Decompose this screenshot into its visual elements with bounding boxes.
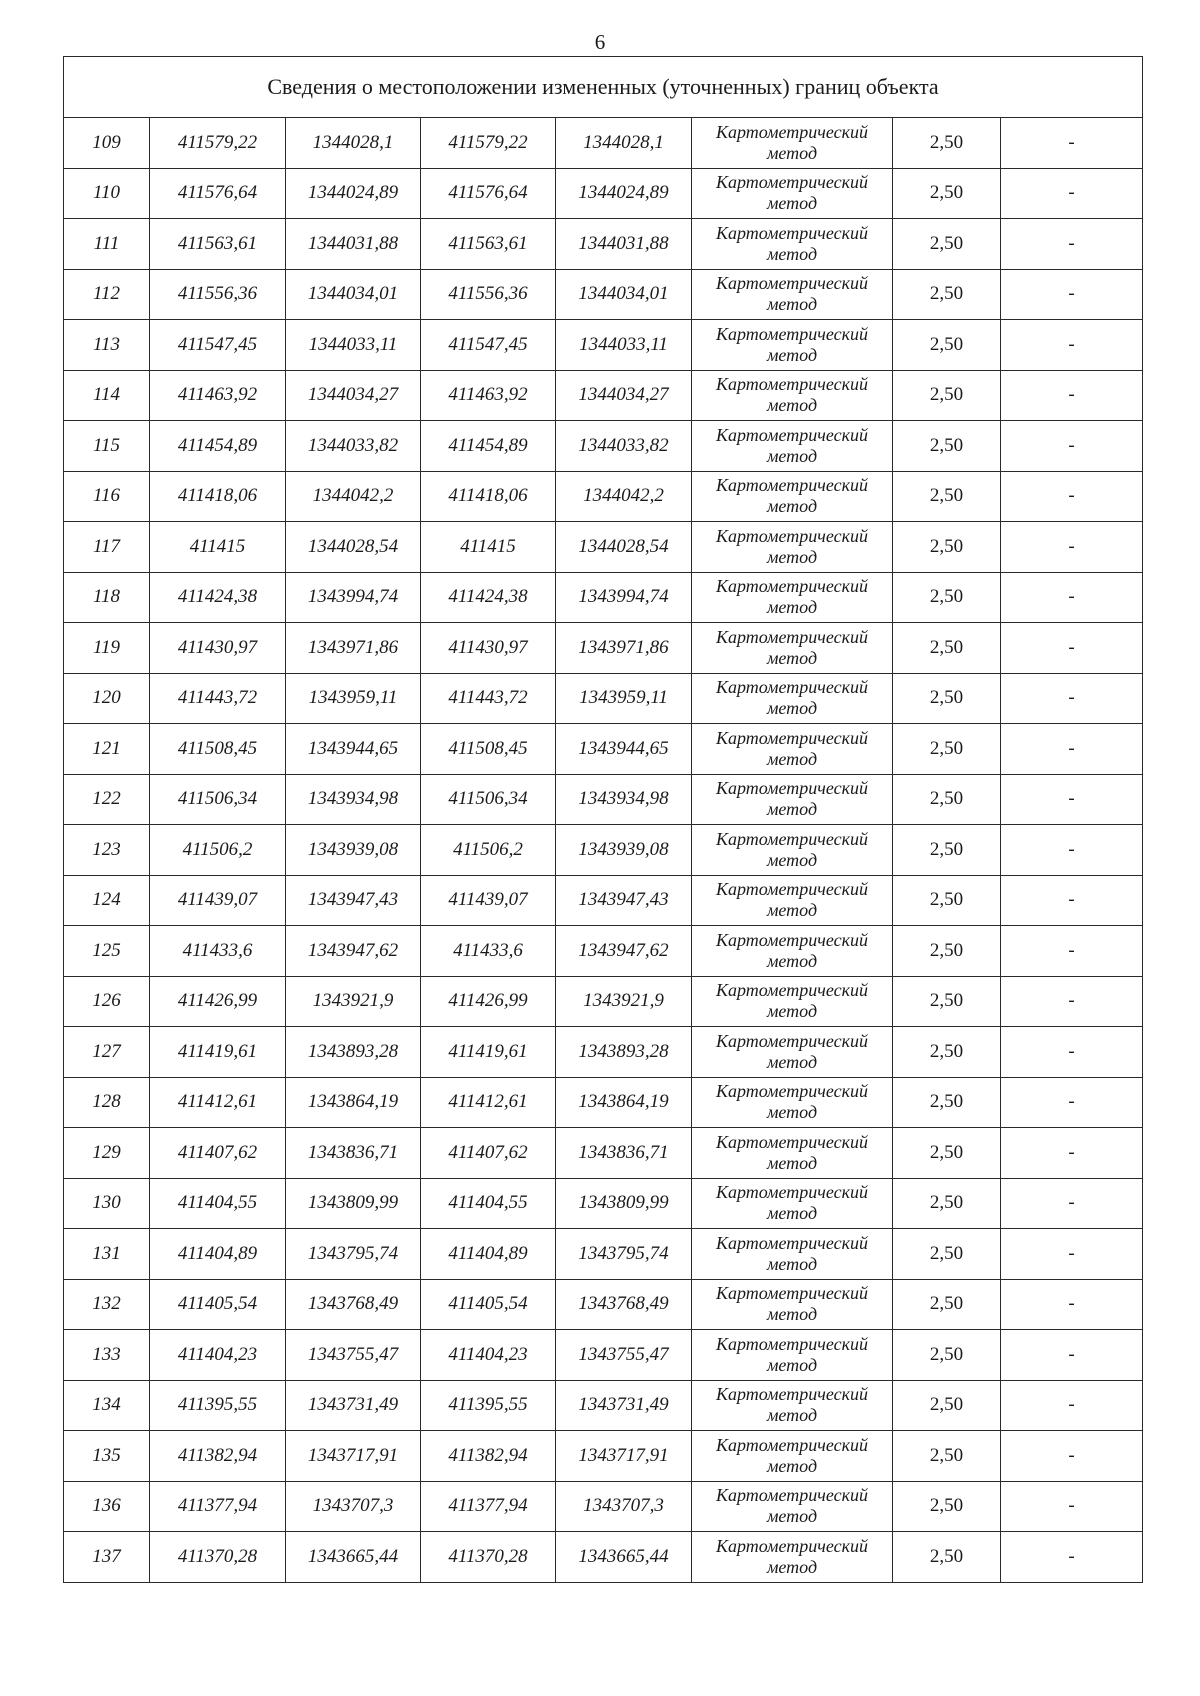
updated-x-cell: 411463,92 [421, 370, 556, 421]
method-cell: Картометрический метод [692, 522, 893, 573]
existing-x-cell: 411547,45 [150, 320, 286, 371]
table-title-row [64, 57, 1143, 118]
accuracy-cell: 2,50 [893, 673, 1001, 724]
note-cell: - [1001, 1431, 1143, 1482]
updated-y-cell: 1343994,74 [556, 572, 692, 623]
existing-x-cell: 411415 [150, 522, 286, 573]
method-cell: Картометрический метод [692, 320, 893, 371]
existing-y-cell: 1344042,2 [286, 471, 421, 522]
accuracy-cell: 2,50 [893, 320, 1001, 371]
table-row [64, 370, 1143, 421]
table-row [64, 926, 1143, 977]
updated-x-cell: 411419,61 [421, 1027, 556, 1078]
note-cell: - [1001, 1380, 1143, 1431]
method-cell: Картометрический метод [692, 168, 893, 219]
note-cell: - [1001, 774, 1143, 825]
note-cell: - [1001, 825, 1143, 876]
method-cell: Картометрический метод [692, 673, 893, 724]
updated-x-cell: 411412,61 [421, 1077, 556, 1128]
updated-y-cell: 1343947,43 [556, 875, 692, 926]
updated-x-cell: 411370,28 [421, 1532, 556, 1583]
accuracy-cell: 2,50 [893, 471, 1001, 522]
table-row [64, 421, 1143, 472]
existing-x-cell: 411405,54 [150, 1279, 286, 1330]
point-number-cell: 111 [64, 219, 150, 270]
table-row [64, 976, 1143, 1027]
note-cell: - [1001, 471, 1143, 522]
note-cell: - [1001, 320, 1143, 371]
existing-x-cell: 411439,07 [150, 875, 286, 926]
updated-y-cell: 1343717,91 [556, 1431, 692, 1482]
note-cell: - [1001, 1229, 1143, 1280]
updated-x-cell: 411579,22 [421, 118, 556, 169]
updated-x-cell: 411407,62 [421, 1128, 556, 1179]
updated-x-cell: 411576,64 [421, 168, 556, 219]
accuracy-cell: 2,50 [893, 623, 1001, 674]
table-row [64, 118, 1143, 169]
method-cell: Картометрический метод [692, 1380, 893, 1431]
method-cell: Картометрический метод [692, 1077, 893, 1128]
existing-y-cell: 1343795,74 [286, 1229, 421, 1280]
accuracy-cell: 2,50 [893, 1431, 1001, 1482]
updated-x-cell: 411506,34 [421, 774, 556, 825]
existing-y-cell: 1343836,71 [286, 1128, 421, 1179]
note-cell: - [1001, 522, 1143, 573]
point-number-cell: 122 [64, 774, 150, 825]
updated-x-cell: 411404,89 [421, 1229, 556, 1280]
point-number-cell: 110 [64, 168, 150, 219]
existing-y-cell: 1343971,86 [286, 623, 421, 674]
method-cell: Картометрический метод [692, 1027, 893, 1078]
updated-y-cell: 1343959,11 [556, 673, 692, 724]
point-number-cell: 128 [64, 1077, 150, 1128]
method-cell: Картометрический метод [692, 219, 893, 270]
existing-x-cell: 411419,61 [150, 1027, 286, 1078]
method-cell: Картометрический метод [692, 1279, 893, 1330]
existing-x-cell: 411508,45 [150, 724, 286, 775]
note-cell: - [1001, 1481, 1143, 1532]
point-number-cell: 126 [64, 976, 150, 1027]
accuracy-cell: 2,50 [893, 1178, 1001, 1229]
updated-x-cell: 411508,45 [421, 724, 556, 775]
updated-y-cell: 1344028,1 [556, 118, 692, 169]
table-row [64, 1380, 1143, 1431]
accuracy-cell: 2,50 [893, 926, 1001, 977]
existing-y-cell: 1344033,11 [286, 320, 421, 371]
existing-x-cell: 411426,99 [150, 976, 286, 1027]
accuracy-cell: 2,50 [893, 168, 1001, 219]
note-cell: - [1001, 269, 1143, 320]
note-cell: - [1001, 118, 1143, 169]
method-cell: Картометрический метод [692, 1431, 893, 1482]
existing-x-cell: 411506,2 [150, 825, 286, 876]
updated-x-cell: 411418,06 [421, 471, 556, 522]
point-number-cell: 114 [64, 370, 150, 421]
accuracy-cell: 2,50 [893, 370, 1001, 421]
note-cell: - [1001, 219, 1143, 270]
updated-x-cell: 411404,55 [421, 1178, 556, 1229]
updated-y-cell: 1343864,19 [556, 1077, 692, 1128]
updated-x-cell: 411454,89 [421, 421, 556, 472]
existing-y-cell: 1343731,49 [286, 1380, 421, 1431]
table-row [64, 875, 1143, 926]
accuracy-cell: 2,50 [893, 522, 1001, 573]
updated-y-cell: 1343795,74 [556, 1229, 692, 1280]
accuracy-cell: 2,50 [893, 1229, 1001, 1280]
table-row [64, 1077, 1143, 1128]
method-cell: Картометрический метод [692, 623, 893, 674]
existing-x-cell: 411377,94 [150, 1481, 286, 1532]
accuracy-cell: 2,50 [893, 1279, 1001, 1330]
table-row [64, 1027, 1143, 1078]
updated-y-cell: 1344033,82 [556, 421, 692, 472]
table-row [64, 1431, 1143, 1482]
accuracy-cell: 2,50 [893, 1380, 1001, 1431]
existing-x-cell: 411407,62 [150, 1128, 286, 1179]
point-number-cell: 112 [64, 269, 150, 320]
updated-y-cell: 1343731,49 [556, 1380, 692, 1431]
boundary-coordinates-table [63, 56, 1143, 1583]
accuracy-cell: 2,50 [893, 269, 1001, 320]
existing-x-cell: 411370,28 [150, 1532, 286, 1583]
updated-y-cell: 1344034,01 [556, 269, 692, 320]
note-cell: - [1001, 926, 1143, 977]
table-row [64, 825, 1143, 876]
updated-y-cell: 1344031,88 [556, 219, 692, 270]
accuracy-cell: 2,50 [893, 724, 1001, 775]
point-number-cell: 124 [64, 875, 150, 926]
note-cell: - [1001, 875, 1143, 926]
point-number-cell: 135 [64, 1431, 150, 1482]
table-row [64, 673, 1143, 724]
note-cell: - [1001, 1128, 1143, 1179]
existing-x-cell: 411424,38 [150, 572, 286, 623]
method-cell: Картометрический метод [692, 1178, 893, 1229]
note-cell: - [1001, 1330, 1143, 1381]
existing-y-cell: 1343939,08 [286, 825, 421, 876]
note-cell: - [1001, 976, 1143, 1027]
table-row [64, 623, 1143, 674]
existing-x-cell: 411579,22 [150, 118, 286, 169]
method-cell: Картометрический метод [692, 1481, 893, 1532]
point-number-cell: 134 [64, 1380, 150, 1431]
accuracy-cell: 2,50 [893, 875, 1001, 926]
updated-y-cell: 1343755,47 [556, 1330, 692, 1381]
existing-y-cell: 1343864,19 [286, 1077, 421, 1128]
updated-x-cell: 411404,23 [421, 1330, 556, 1381]
accuracy-cell: 2,50 [893, 1027, 1001, 1078]
accuracy-cell: 2,50 [893, 774, 1001, 825]
existing-y-cell: 1343755,47 [286, 1330, 421, 1381]
updated-x-cell: 411556,36 [421, 269, 556, 320]
method-cell: Картометрический метод [692, 1532, 893, 1583]
existing-y-cell: 1343768,49 [286, 1279, 421, 1330]
updated-y-cell: 1344034,27 [556, 370, 692, 421]
method-cell: Картометрический метод [692, 471, 893, 522]
updated-y-cell: 1343971,86 [556, 623, 692, 674]
table-row [64, 1128, 1143, 1179]
point-number-cell: 131 [64, 1229, 150, 1280]
updated-x-cell: 411547,45 [421, 320, 556, 371]
existing-y-cell: 1343921,9 [286, 976, 421, 1027]
method-cell: Картометрический метод [692, 572, 893, 623]
accuracy-cell: 2,50 [893, 1128, 1001, 1179]
point-number-cell: 136 [64, 1481, 150, 1532]
updated-y-cell: 1344024,89 [556, 168, 692, 219]
table-row [64, 1481, 1143, 1532]
point-number-cell: 130 [64, 1178, 150, 1229]
existing-y-cell: 1344034,01 [286, 269, 421, 320]
updated-x-cell: 411563,61 [421, 219, 556, 270]
method-cell: Картометрический метод [692, 370, 893, 421]
updated-x-cell: 411377,94 [421, 1481, 556, 1532]
note-cell: - [1001, 623, 1143, 674]
updated-x-cell: 411439,07 [421, 875, 556, 926]
note-cell: - [1001, 572, 1143, 623]
existing-x-cell: 411430,97 [150, 623, 286, 674]
existing-y-cell: 1343947,62 [286, 926, 421, 977]
accuracy-cell: 2,50 [893, 1532, 1001, 1583]
method-cell: Картометрический метод [692, 269, 893, 320]
updated-y-cell: 1343934,98 [556, 774, 692, 825]
existing-x-cell: 411506,34 [150, 774, 286, 825]
table-row [64, 219, 1143, 270]
table-row [64, 320, 1143, 371]
existing-y-cell: 1344028,54 [286, 522, 421, 573]
table-row [64, 1532, 1143, 1583]
point-number-cell: 118 [64, 572, 150, 623]
existing-x-cell: 411454,89 [150, 421, 286, 472]
note-cell: - [1001, 1279, 1143, 1330]
method-cell: Картометрический метод [692, 926, 893, 977]
point-number-cell: 116 [64, 471, 150, 522]
updated-x-cell: 411382,94 [421, 1431, 556, 1482]
method-cell: Картометрический метод [692, 976, 893, 1027]
accuracy-cell: 2,50 [893, 1481, 1001, 1532]
existing-y-cell: 1343665,44 [286, 1532, 421, 1583]
existing-y-cell: 1343934,98 [286, 774, 421, 825]
updated-y-cell: 1344042,2 [556, 471, 692, 522]
table-body [64, 118, 1143, 1583]
point-number-cell: 109 [64, 118, 150, 169]
table-row [64, 1178, 1143, 1229]
accuracy-cell: 2,50 [893, 976, 1001, 1027]
updated-y-cell: 1343939,08 [556, 825, 692, 876]
point-number-cell: 123 [64, 825, 150, 876]
method-cell: Картометрический метод [692, 875, 893, 926]
updated-x-cell: 411395,55 [421, 1380, 556, 1431]
updated-y-cell: 1344033,11 [556, 320, 692, 371]
existing-x-cell: 411418,06 [150, 471, 286, 522]
method-cell: Картометрический метод [692, 1229, 893, 1280]
note-cell: - [1001, 1027, 1143, 1078]
existing-x-cell: 411404,55 [150, 1178, 286, 1229]
updated-y-cell: 1343944,65 [556, 724, 692, 775]
accuracy-cell: 2,50 [893, 1330, 1001, 1381]
point-number-cell: 113 [64, 320, 150, 371]
method-cell: Картометрический метод [692, 118, 893, 169]
table-row [64, 522, 1143, 573]
table-title: Сведения о местоположении измененных (уточненных) границ объекта [64, 57, 1143, 118]
page-number: 6 [594, 30, 606, 54]
updated-y-cell: 1343707,3 [556, 1481, 692, 1532]
method-cell: Картометрический метод [692, 1128, 893, 1179]
existing-y-cell: 1344034,27 [286, 370, 421, 421]
existing-y-cell: 1343717,91 [286, 1431, 421, 1482]
point-number-cell: 117 [64, 522, 150, 573]
existing-x-cell: 411576,64 [150, 168, 286, 219]
existing-x-cell: 411556,36 [150, 269, 286, 320]
updated-x-cell: 411430,97 [421, 623, 556, 674]
accuracy-cell: 2,50 [893, 118, 1001, 169]
existing-x-cell: 411404,23 [150, 1330, 286, 1381]
point-number-cell: 115 [64, 421, 150, 472]
existing-x-cell: 411412,61 [150, 1077, 286, 1128]
table-row [64, 1279, 1143, 1330]
existing-x-cell: 411463,92 [150, 370, 286, 421]
updated-y-cell: 1343836,71 [556, 1128, 692, 1179]
existing-y-cell: 1343994,74 [286, 572, 421, 623]
method-cell: Картометрический метод [692, 724, 893, 775]
note-cell: - [1001, 673, 1143, 724]
accuracy-cell: 2,50 [893, 572, 1001, 623]
table-row [64, 1229, 1143, 1280]
updated-x-cell: 411433,6 [421, 926, 556, 977]
point-number-cell: 133 [64, 1330, 150, 1381]
note-cell: - [1001, 168, 1143, 219]
method-cell: Картометрический метод [692, 421, 893, 472]
updated-x-cell: 411506,2 [421, 825, 556, 876]
existing-x-cell: 411443,72 [150, 673, 286, 724]
point-number-cell: 127 [64, 1027, 150, 1078]
updated-x-cell: 411424,38 [421, 572, 556, 623]
updated-y-cell: 1343768,49 [556, 1279, 692, 1330]
table-row [64, 572, 1143, 623]
existing-x-cell: 411404,89 [150, 1229, 286, 1280]
table-row [64, 774, 1143, 825]
table-row [64, 269, 1143, 320]
point-number-cell: 129 [64, 1128, 150, 1179]
existing-y-cell: 1343893,28 [286, 1027, 421, 1078]
updated-x-cell: 411426,99 [421, 976, 556, 1027]
method-cell: Картометрический метод [692, 825, 893, 876]
existing-x-cell: 411563,61 [150, 219, 286, 270]
table-row [64, 168, 1143, 219]
accuracy-cell: 2,50 [893, 219, 1001, 270]
updated-x-cell: 411443,72 [421, 673, 556, 724]
existing-y-cell: 1343809,99 [286, 1178, 421, 1229]
point-number-cell: 121 [64, 724, 150, 775]
point-number-cell: 120 [64, 673, 150, 724]
method-cell: Картометрический метод [692, 774, 893, 825]
point-number-cell: 132 [64, 1279, 150, 1330]
updated-y-cell: 1343947,62 [556, 926, 692, 977]
accuracy-cell: 2,50 [893, 825, 1001, 876]
existing-x-cell: 411433,6 [150, 926, 286, 977]
note-cell: - [1001, 421, 1143, 472]
existing-y-cell: 1343959,11 [286, 673, 421, 724]
method-cell: Картометрический метод [692, 1330, 893, 1381]
note-cell: - [1001, 1077, 1143, 1128]
existing-x-cell: 411395,55 [150, 1380, 286, 1431]
existing-x-cell: 411382,94 [150, 1431, 286, 1482]
existing-y-cell: 1344031,88 [286, 219, 421, 270]
point-number-cell: 125 [64, 926, 150, 977]
existing-y-cell: 1344024,89 [286, 168, 421, 219]
accuracy-cell: 2,50 [893, 1077, 1001, 1128]
point-number-cell: 119 [64, 623, 150, 674]
updated-y-cell: 1343665,44 [556, 1532, 692, 1583]
existing-y-cell: 1343944,65 [286, 724, 421, 775]
existing-y-cell: 1343707,3 [286, 1481, 421, 1532]
note-cell: - [1001, 370, 1143, 421]
existing-y-cell: 1344028,1 [286, 118, 421, 169]
existing-y-cell: 1344033,82 [286, 421, 421, 472]
updated-x-cell: 411405,54 [421, 1279, 556, 1330]
accuracy-cell: 2,50 [893, 421, 1001, 472]
table-row [64, 1330, 1143, 1381]
updated-y-cell: 1343809,99 [556, 1178, 692, 1229]
updated-y-cell: 1344028,54 [556, 522, 692, 573]
updated-x-cell: 411415 [421, 522, 556, 573]
note-cell: - [1001, 724, 1143, 775]
existing-y-cell: 1343947,43 [286, 875, 421, 926]
updated-y-cell: 1343893,28 [556, 1027, 692, 1078]
table-row [64, 471, 1143, 522]
note-cell: - [1001, 1178, 1143, 1229]
table-row [64, 724, 1143, 775]
updated-y-cell: 1343921,9 [556, 976, 692, 1027]
note-cell: - [1001, 1532, 1143, 1583]
point-number-cell: 137 [64, 1532, 150, 1583]
